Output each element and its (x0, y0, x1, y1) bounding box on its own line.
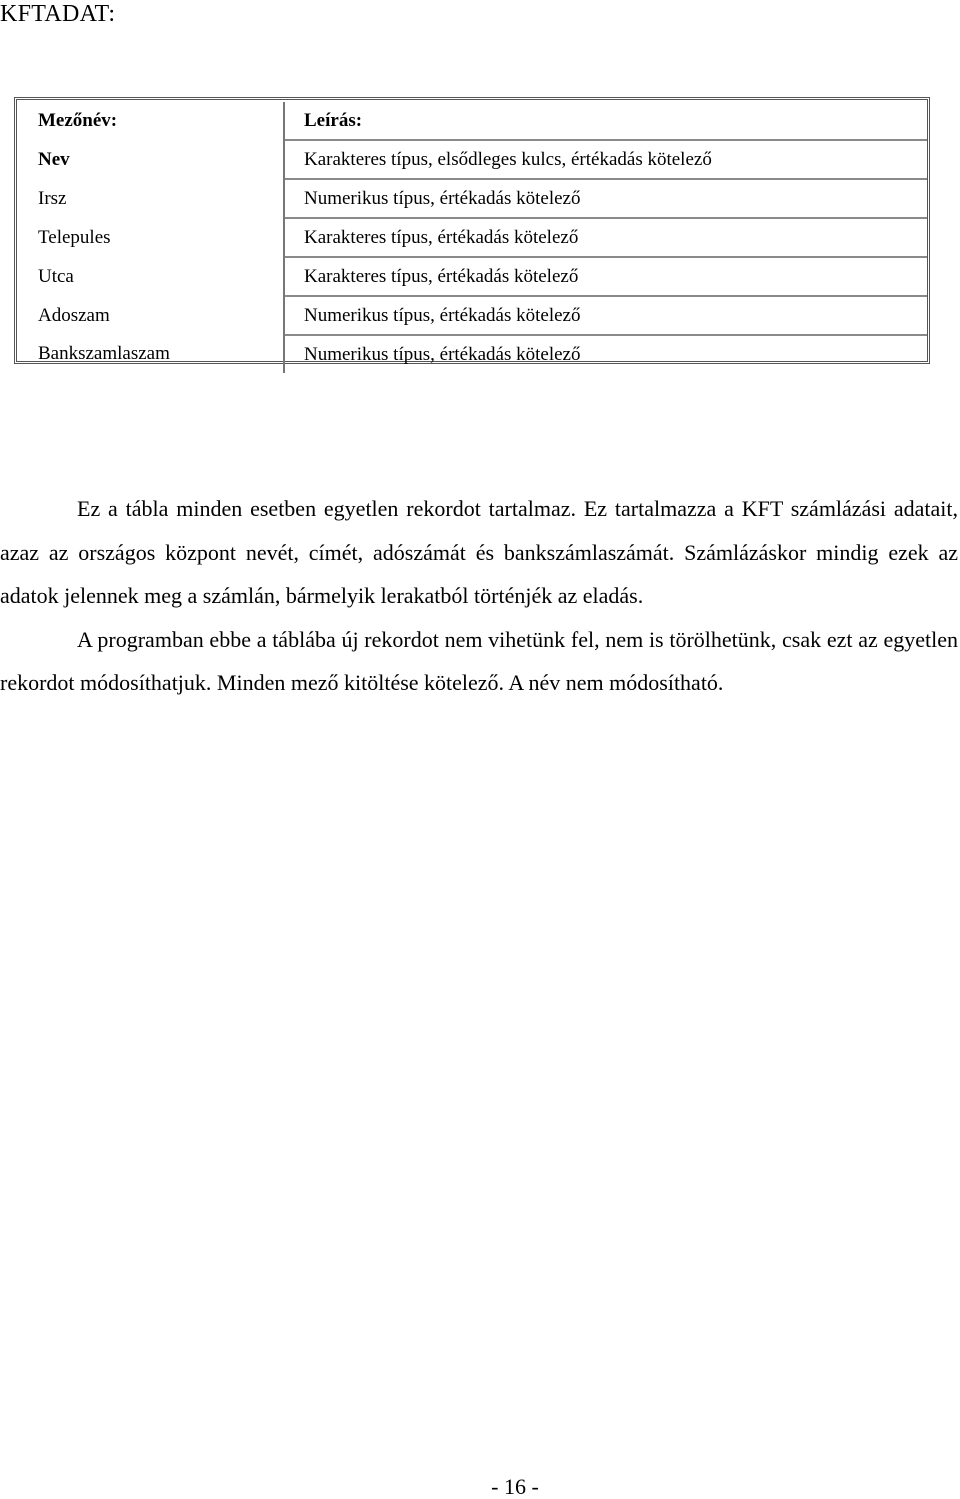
field-name-cell: Adoszam (19, 296, 284, 335)
field-table (19, 102, 927, 373)
paragraph: A programban ebbe a táblába új rekordot nem vihetünk fel, nem is törölhetünk, csak ezt az egyetlen rekordot módosíthatjuk. Minden mező kitöltése kötelező. A név nem módosítható. (0, 626, 958, 696)
table-row (19, 179, 927, 218)
table-row (19, 296, 927, 335)
description-cell: Karakteres típus, elsődleges kulcs, értékadás kötelező (284, 140, 927, 179)
table-row (19, 218, 927, 257)
table-row (19, 335, 927, 373)
page-number: - 16 - (491, 1474, 539, 1499)
field-name-header: Mezőnév: (19, 102, 284, 140)
field-name-cell: Bankszamlaszam (19, 335, 284, 373)
paragraph: Ez a tábla minden esetben egyetlen rekordot tartalmaz. Ez tartalmazza a KFT számlázási adatait, azaz az országos központ nevét, címét, adószámát és bankszámlaszámát. Számlázáskor mindig ezek az adatok jelennek meg a számlán, bármelyik lerakatból történjék az eladás. (0, 496, 958, 609)
description-cell: Numerikus típus, értékadás kötelező (284, 335, 927, 373)
field-name-cell: Irsz (19, 179, 284, 218)
description-cell: Numerikus típus, értékadás kötelező (284, 179, 927, 218)
description-cell: Karakteres típus, értékadás kötelező (284, 218, 927, 257)
table-header-row (19, 102, 927, 140)
field-name-cell: Telepules (19, 218, 284, 257)
description-cell: Numerikus típus, értékadás kötelező (284, 296, 927, 335)
field-name-cell: Utca (19, 257, 284, 296)
table-row (19, 257, 927, 296)
description-cell: Karakteres típus, értékadás kötelező (284, 257, 927, 296)
field-table-frame (14, 97, 930, 364)
field-name-cell: Nev (19, 140, 284, 179)
description-header: Leírás: (304, 109, 363, 131)
body-text (0, 487, 958, 705)
section-heading: KFTADAT: (0, 1, 116, 27)
table-row (19, 140, 927, 179)
